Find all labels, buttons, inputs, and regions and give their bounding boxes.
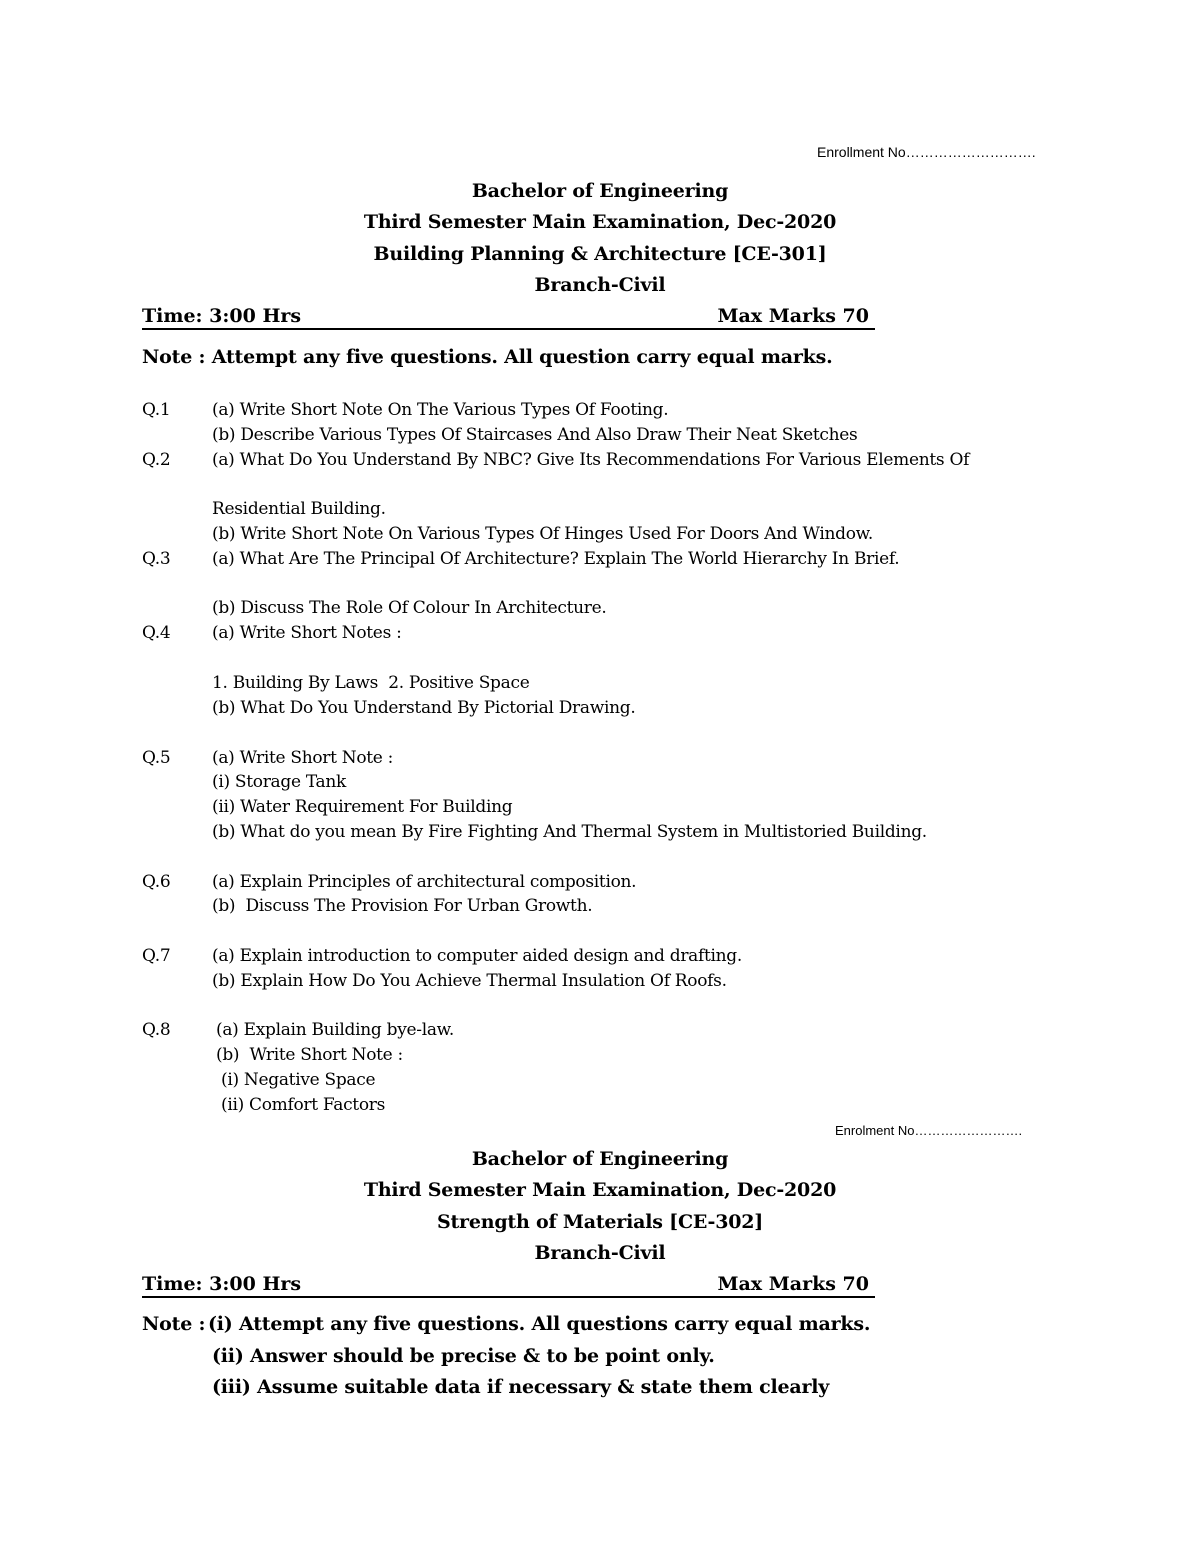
max-marks-label: Max Marks 70: [717, 305, 869, 327]
question-text: Residential Building.: [212, 499, 386, 519]
time-marks-row: [142, 305, 875, 330]
question-number: Q.1: [142, 400, 171, 420]
question-text: (a) What Are The Principal Of Architecture? Explain The World Hierarchy In Brief.: [212, 549, 900, 569]
question-text: (a) Explain Building bye-law.: [216, 1020, 455, 1040]
time-label: Time: 3:00 Hrs: [142, 305, 302, 327]
question-text: (b) Write Short Note On Various Types Of Hinges Used For Doors And Window.: [212, 524, 873, 544]
time-marks-row: [142, 1273, 875, 1298]
question-text: (a) Write Short Note On The Various Types Of Footing.: [212, 400, 669, 420]
question-text: (b) What Do You Understand By Pictorial Drawing.: [212, 698, 636, 718]
question-number: Q.2: [142, 450, 171, 470]
question-text: (b) What do you mean By Fire Fighting And Thermal System in Multistoried Building.: [212, 822, 927, 842]
question-text: (a) Write Short Note :: [212, 748, 394, 768]
question-text: (i) Storage Tank: [212, 772, 347, 792]
question-text: (b) Explain How Do You Achieve Thermal Insulation Of Roofs.: [212, 971, 727, 991]
question-text: (ii) Water Requirement For Building: [212, 797, 513, 817]
enrollment-label: Enrolment No…………………….: [835, 1123, 1023, 1138]
subject-title: Building Planning & Architecture [CE-301]: [373, 243, 827, 265]
instructions-note-label: Note :: [142, 1313, 206, 1335]
question-text: (a) Explain introduction to computer aided design and drafting.: [212, 946, 742, 966]
degree-title: Bachelor of Engineering: [471, 180, 729, 202]
branch-title: Branch-Civil: [534, 274, 666, 296]
exam-title: Third Semester Main Examination, Dec-2020: [363, 211, 837, 233]
enrollment-label: Enrollment No……………………….: [817, 144, 1036, 160]
question-number: Q.7: [142, 946, 171, 966]
question-text: (a) Write Short Notes :: [212, 623, 402, 643]
question-text: (a) What Do You Understand By NBC? Give Its Recommendations For Various Elements Of: [212, 450, 970, 470]
question-text: (b) Describe Various Types Of Staircases And Also Draw Their Neat Sketches: [212, 425, 858, 445]
question-text: (b) Discuss The Role Of Colour In Architecture.: [212, 598, 607, 618]
max-marks-label: Max Marks 70: [717, 1273, 869, 1295]
instructions-note: Note : Attempt any five questions. All question carry equal marks.: [142, 346, 833, 368]
degree-title: Bachelor of Engineering: [471, 1148, 729, 1170]
question-text: 1. Building By Laws 2. Positive Space: [212, 673, 530, 693]
question-text: (ii) Comfort Factors: [221, 1095, 386, 1115]
question-text: (b) Discuss The Provision For Urban Growth.: [212, 896, 593, 916]
instructions-note: (iii) Assume suitable data if necessary & state them clearly: [212, 1376, 830, 1398]
question-number: Q.4: [142, 623, 171, 643]
question-text: (a) Explain Principles of architectural composition.: [212, 872, 637, 892]
question-text: (i) Negative Space: [221, 1070, 376, 1090]
exam-title: Third Semester Main Examination, Dec-2020: [363, 1179, 837, 1201]
question-number: Q.6: [142, 872, 171, 892]
question-number: Q.8: [142, 1020, 171, 1040]
question-number: Q.3: [142, 549, 171, 569]
instructions-note: (ii) Answer should be precise & to be point only.: [212, 1345, 715, 1367]
question-number: Q.5: [142, 748, 171, 768]
time-label: Time: 3:00 Hrs: [142, 1273, 302, 1295]
branch-title: Branch-Civil: [534, 1242, 666, 1264]
subject-title: Strength of Materials [CE-302]: [436, 1211, 764, 1233]
question-text: (b) Write Short Note :: [216, 1045, 403, 1065]
instructions-note: (i) Attempt any five questions. All questions carry equal marks.: [208, 1313, 871, 1335]
